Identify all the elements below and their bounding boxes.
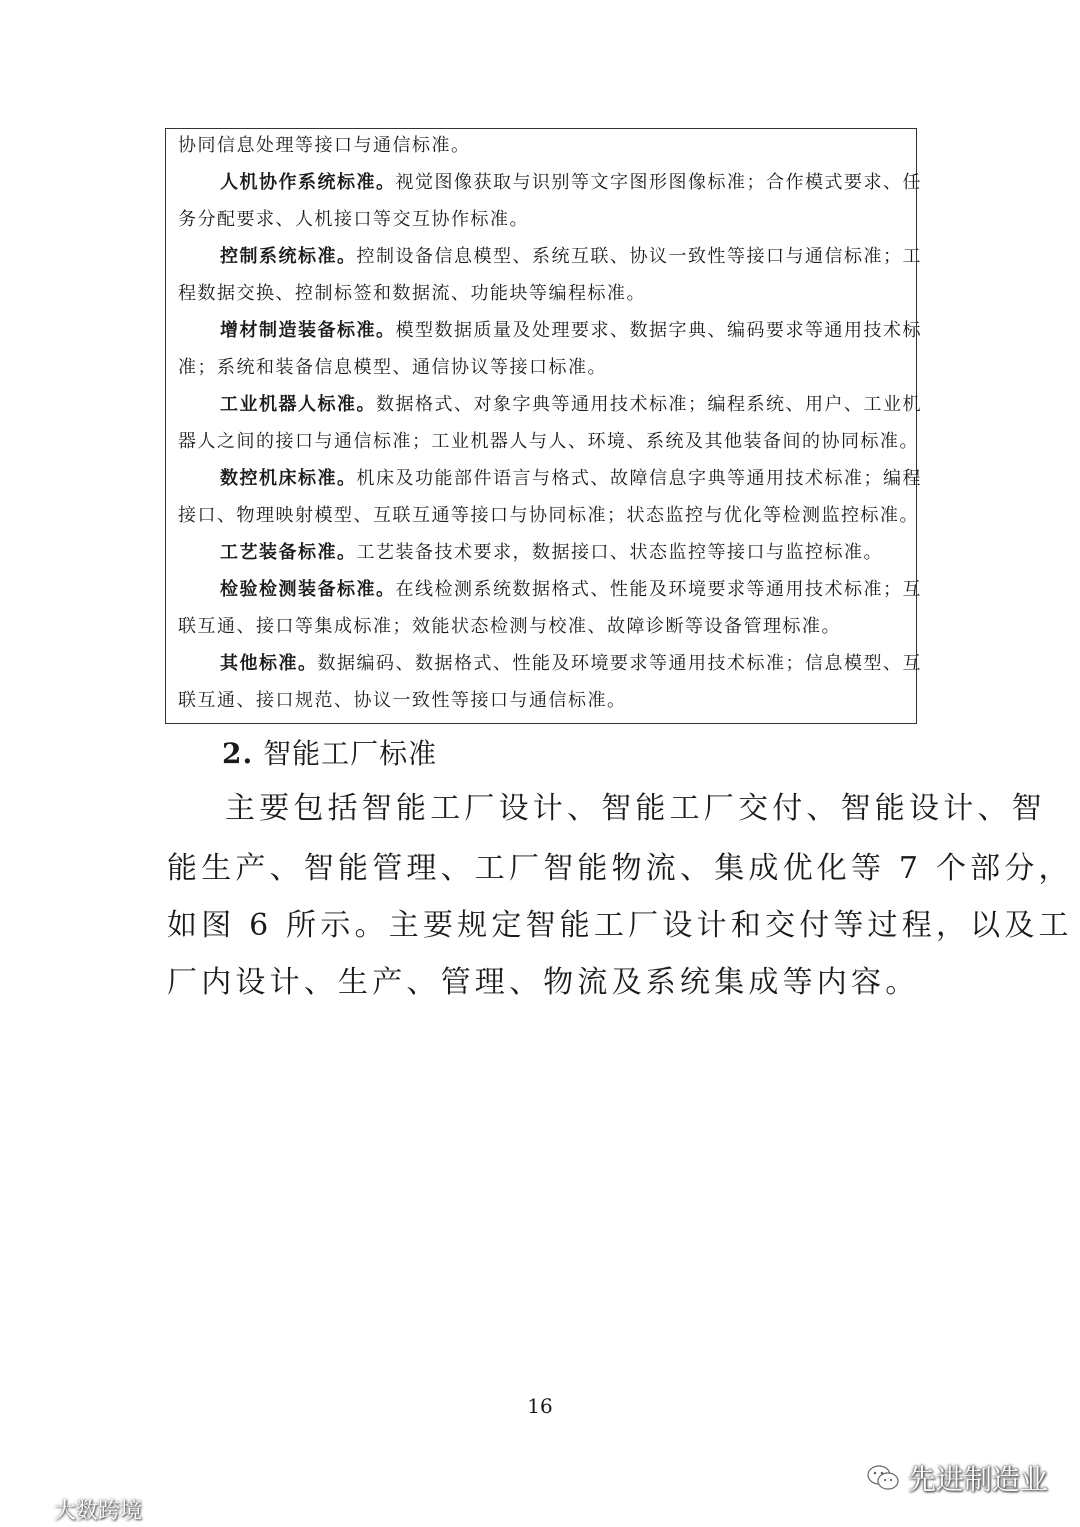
box-line-2: [178, 205, 906, 235]
box-line-6: [178, 353, 906, 383]
box-line-text: 准；系统和装备信息模型、通信协议等接口标准。: [178, 357, 607, 378]
paragraph-line-2: 如图 6 所示。主要规定智能工厂设计和交付等过程，以及工: [167, 908, 1073, 943]
section-number: 2.: [222, 737, 254, 770]
box-line-0: [178, 131, 906, 161]
standards-box: [165, 128, 922, 724]
box-line-15: [178, 686, 906, 716]
paragraph-line-1: 能生产、智能管理、工厂智能物流、集成优化等 7 个部分，: [167, 851, 1073, 886]
box-line-12: [220, 575, 922, 605]
box-line-text: 接口、物理映射模型、互联互通等接口与协同标准；状态监控与优化等检测监控标准。: [178, 505, 919, 526]
box-line-bold: 增材制造装备标准。: [220, 320, 396, 341]
paragraph-line-3: 厂内设计、生产、管理、物流及系统集成等内容。: [167, 965, 920, 1000]
watermark-left-text: 大数跨境: [54, 1499, 143, 1524]
box-line-10: [178, 501, 919, 531]
box-line-4: [178, 279, 906, 309]
box-line-text: 机床及功能部件语言与格式、故障信息字典等通用技术标准；编程: [356, 468, 922, 489]
box-line-bold: 工业机器人标准。: [220, 394, 376, 415]
box-line-14: [220, 649, 922, 679]
box-line-text: 程数据交换、控制标签和数据流、功能块等编程标准。: [178, 283, 646, 304]
box-line-text: 控制设备信息模型、系统互联、协议一致性等接口与通信标准；工: [356, 246, 922, 267]
box-line-bold: 控制系统标准。: [220, 246, 357, 267]
section-heading: [222, 732, 437, 776]
box-line-text: 工艺装备技术要求，数据接口、状态监控等接口与监控标准。: [356, 542, 883, 563]
section-title: 智能工厂标准: [263, 737, 438, 770]
page-number: 16: [527, 1394, 553, 1418]
box-line-1: [220, 168, 922, 198]
watermark-right: [866, 1458, 1048, 1498]
box-line-bold: 其他标准。: [220, 653, 318, 674]
box-line-13: [178, 612, 906, 642]
box-line-8: [178, 427, 919, 457]
box-line-text: 联互通、接口规范、协议一致性等接口与通信标准。: [178, 690, 627, 711]
box-line-7: [220, 390, 922, 420]
box-line-9: [220, 464, 922, 494]
box-line-bold: 人机协作系统标准。: [220, 172, 396, 193]
box-line-text: 联互通、接口等集成标准；效能状态检测与校准、故障诊断等设备管理标准。: [178, 616, 841, 637]
box-line-text: 视觉图像获取与识别等文字图形图像标准；合作模式要求、任: [395, 172, 922, 193]
watermark-right-text: 先进制造业: [907, 1463, 1048, 1496]
box-line-5: [220, 316, 922, 346]
box-line-text: 器人之间的接口与通信标准；工业机器人与人、环境、系统及其他装备间的协同标准。: [178, 431, 919, 452]
box-line-text: 数据编码、数据格式、性能及环境要求等通用技术标准；信息模型、互: [317, 653, 922, 674]
box-line-text: 协同信息处理等接口与通信标准。: [178, 135, 471, 156]
box-line-11: [220, 538, 906, 568]
box-line-bold: 工艺装备标准。: [220, 542, 357, 563]
paragraph-line-0: 主要包括智能工厂设计、智能工厂交付、智能设计、智: [225, 791, 1046, 826]
box-line-text: 务分配要求、人机接口等交互协作标准。: [178, 209, 529, 230]
box-line-text: 数据格式、对象字典等通用技术标准；编程系统、用户、工业机: [376, 394, 922, 415]
box-line-text: 模型数据质量及处理要求、数据字典、编码要求等通用技术标: [395, 320, 922, 341]
box-line-bold: 数控机床标准。: [220, 468, 357, 489]
box-line-text: 在线检测系统数据格式、性能及环境要求等通用技术标准；互: [395, 579, 922, 600]
wechat-icon: [866, 1463, 900, 1493]
box-line-bold: 检验检测装备标准。: [220, 579, 396, 600]
box-line-3: [220, 242, 922, 272]
watermark-left: [6, 1494, 142, 1525]
brand-logo-icon: [6, 1498, 50, 1522]
